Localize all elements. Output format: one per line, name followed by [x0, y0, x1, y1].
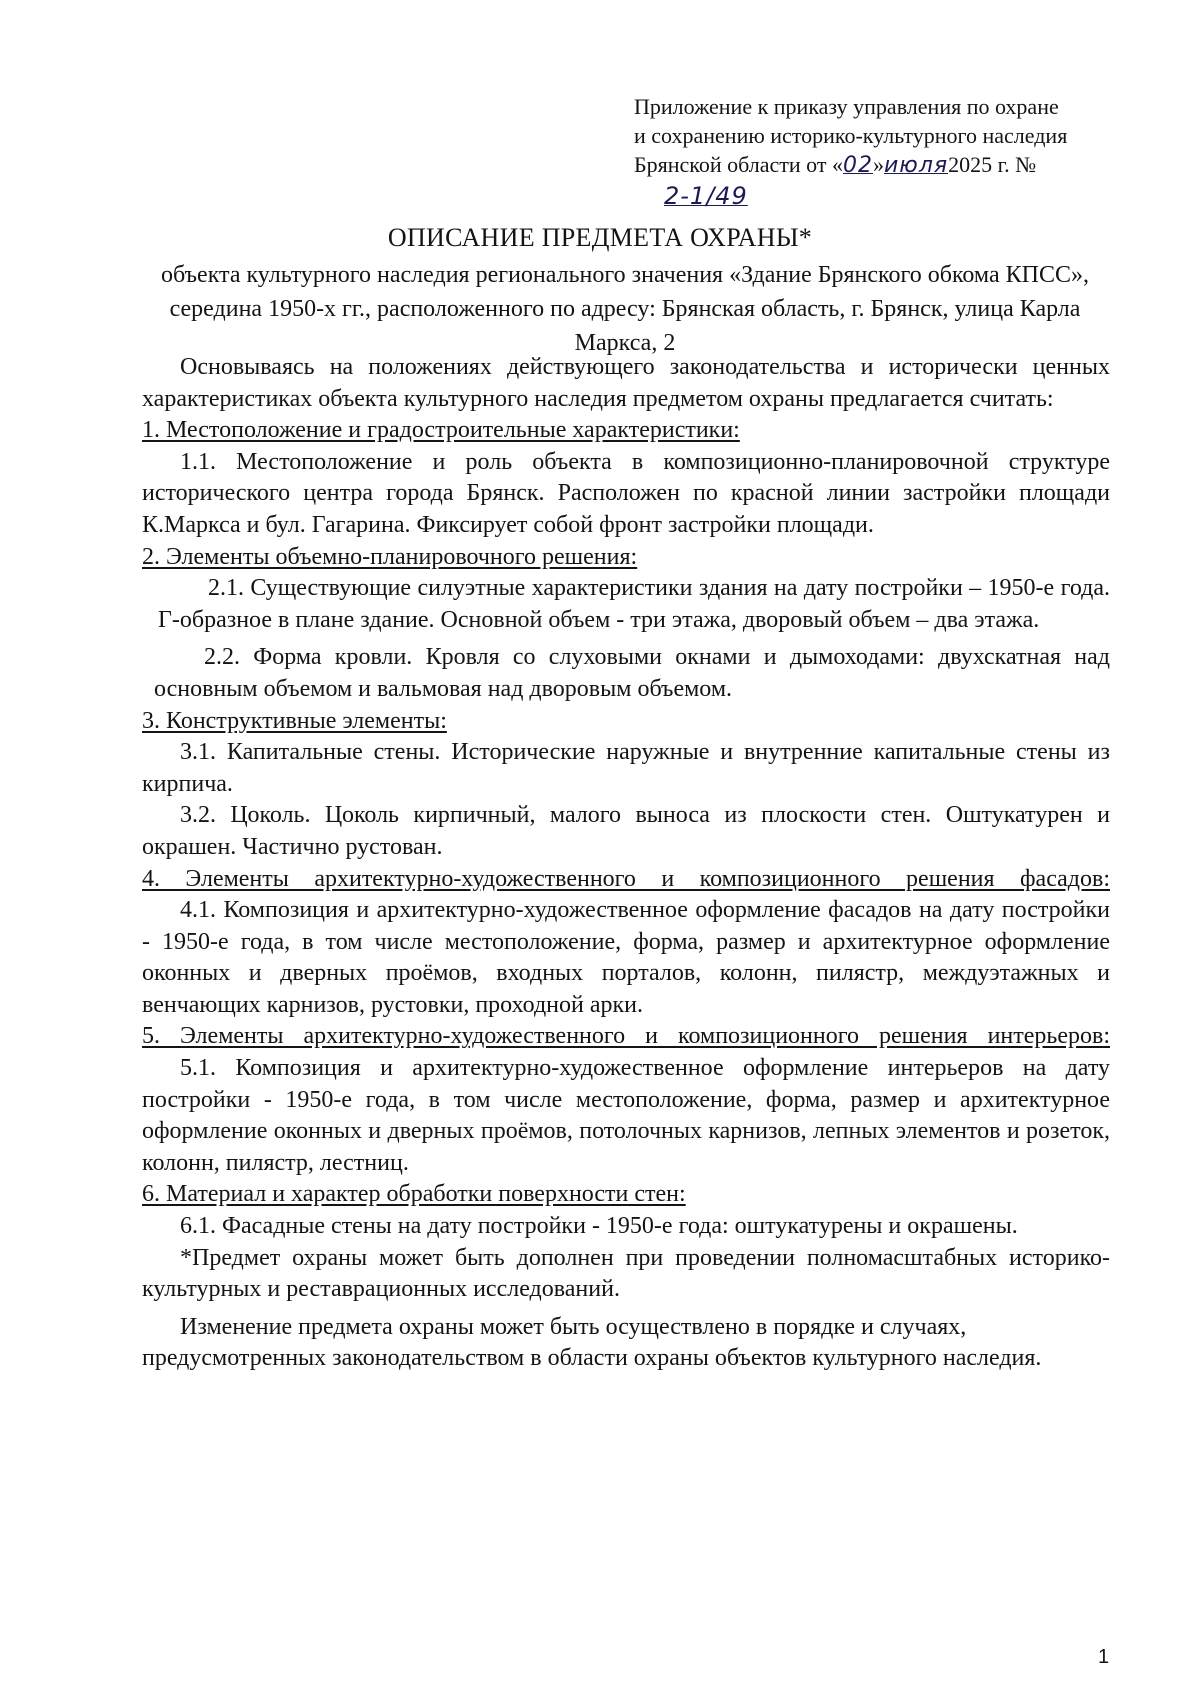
item-2-1: 2.1. Существующие силуэтные характеристики здания на дату постройки – 1950-е года. Г-образное в плане здание. Основной объем - три этажа, дворовый объем – два этажа. [158, 575, 1110, 633]
appendix-line-2: и сохранению историко-культурного наследия [634, 123, 1068, 148]
document-body [142, 352, 1110, 1375]
item-3-2: 3.2. Цоколь. Цоколь кирпичный, малого выноса из плоскости стен. Оштукатурен и окрашен. Частично рустован. [142, 802, 1110, 860]
appendix-date-mid: » [873, 152, 884, 177]
item-2-2: 2.2. Форма кровли. Кровля со слуховыми окнами и дымоходами: двухскатная над основным объемом и вальмовая над дворовым объемом. [154, 644, 1110, 702]
section-6-heading: 6. Материал и характер обработки поверхности стен: [142, 1181, 686, 1208]
item-1-1: 1.1. Местоположение и роль объекта в композиционно-планировочной структуре исторического центра города Брянск. Расположен по красной линии застройки площади К.Маркса и бул. Гагарина. Фиксирует собой фронт застройки площади. [142, 448, 1110, 538]
section-2-heading: 2. Элементы объемно-планировочного решения: [142, 543, 638, 570]
intro-paragraph: Основываясь на положениях действующего законодательства и исторически ценных характеристиках объекта культурного наследия предметом охраны предлагается считать: [142, 354, 1110, 412]
section-1-heading: 1. Местоположение и градостроительные характеристики: [142, 417, 740, 444]
document-title: ОПИСАНИЕ ПРЕДМЕТА ОХРАНЫ* [387, 223, 813, 252]
appendix-header [634, 92, 1104, 211]
section-5-heading: 5. Элементы архитектурно-художественного и композиционного решения интерьеров: [142, 1023, 1110, 1050]
document-subtitle: объекта культурного наследия регионального значения «Здание Брянского обкома КПСС», середина 1950-х гг., расположенного по адресу: Брянская область, г. Брянск, улица Карла Маркса, 2 [161, 262, 1089, 356]
item-4-1: 4.1. Композиция и архитектурно-художественное оформление фасадов на дату постройки - 1950-е года, в том числе местоположение, форма, размер и архитектурное оформление оконных и дверных проёмов, входных порталов, колонн, пилястр, междуэтажных и венчающих карнизов, рустовки, проходной арки. [142, 897, 1110, 1018]
appendix-line-3 [634, 150, 1104, 180]
page-number: 1 [1098, 1646, 1110, 1668]
item-6-1: 6.1. Фасадные стены на дату постройки - 1950-е года: оштукатурены и окрашены. [180, 1213, 1018, 1240]
closing-paragraph: Изменение предмета охраны может быть осуществлено в порядке и случаях, предусмотренных законодательством в области охраны объектов культурного наследия. [142, 1313, 1042, 1372]
section-4-heading: 4. Элементы архитектурно-художественного и композиционного решения фасадов: [142, 865, 1110, 892]
appendix-date-prefix: Брянской области от « [634, 152, 843, 177]
item-5-1: 5.1. Композиция и архитектурно-художественное оформление интерьеров на дату постройки - 1950-е года, в том числе местоположение, форма, размер и архитектурное оформление оконных и дверных проёмов, потолочных карнизов, лепных элементов и розеток, колонн, пилястр, лестниц. [142, 1055, 1110, 1176]
appendix-date-suffix: 2025 г. № [948, 152, 1037, 177]
footnote-paragraph: *Предмет охраны может быть дополнен при проведении полномасштабных историко-культурных и реставрационных исследований. [142, 1244, 1110, 1303]
item-3-1: 3.1. Капитальные стены. Исторические наружные и внутренние капитальные стены из кирпича. [142, 739, 1110, 797]
handwritten-day: 02 [843, 153, 873, 178]
section-3-heading: 3. Конструктивные элементы: [142, 707, 447, 734]
handwritten-month: июля [884, 153, 949, 178]
appendix-line-1: Приложение к приказу управления по охране [634, 94, 1059, 119]
handwritten-order-number: 2-1/49 [664, 182, 748, 210]
